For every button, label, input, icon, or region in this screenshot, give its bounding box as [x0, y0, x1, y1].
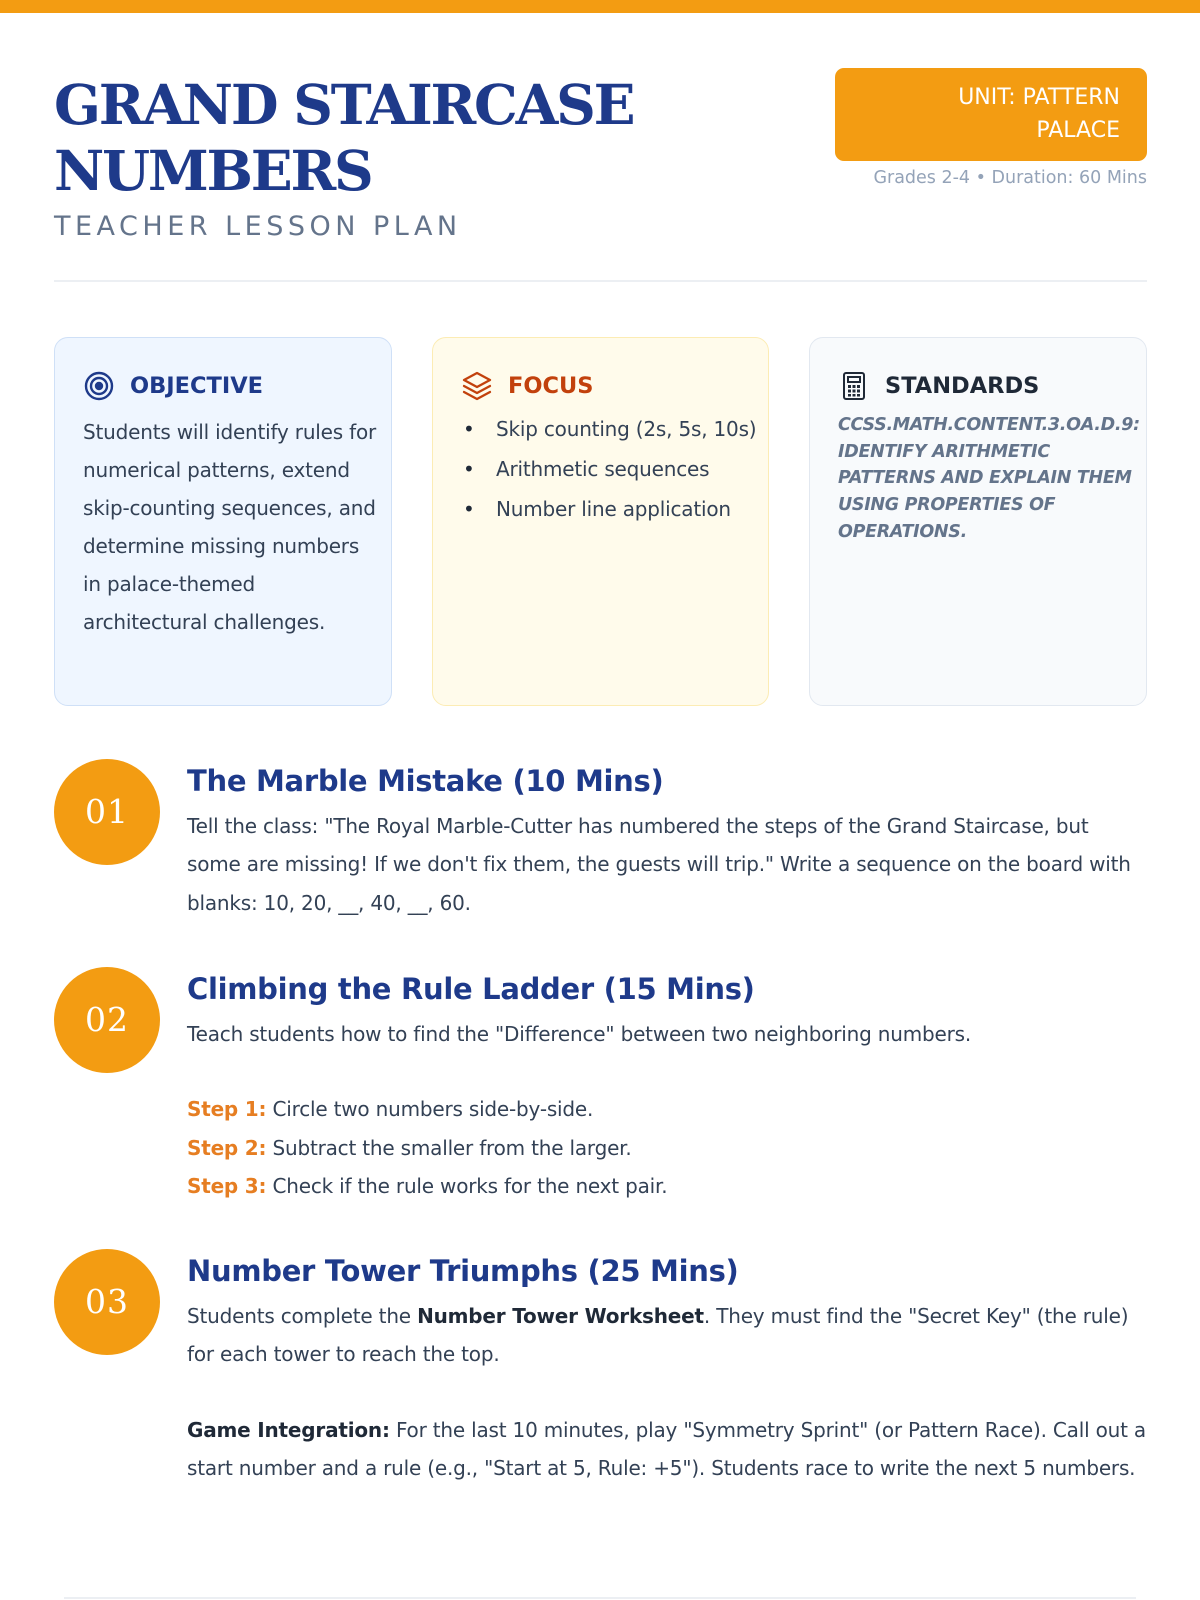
step-description: Teach students how to find the "Difference" between two neighboring numbers.	[187, 1022, 971, 1046]
layers-icon	[461, 370, 493, 402]
objective-card	[54, 337, 392, 706]
page-title: GRAND STAIRCASE NUMBERS	[54, 72, 634, 203]
step-number-badge: 03	[54, 1249, 160, 1355]
step-description: Tell the class: "The Royal Marble-Cutter has numbered the steps of the Grand Staircase, but some are missing! If we don't fix them, the guests will trip." Write a sequence on the board with blanks: 10, 20, __, 40, __, 60.	[187, 814, 1131, 915]
worksheet-name: Number Tower Worksheet	[417, 1304, 704, 1328]
game-integration-text: For the last 10 minutes, play "Symmetry Sprint" (or Pattern Race). Call out a start number and a rule (e.g., "Start at 5, Rule: +5"). Students race to write the next 5 numbers.	[187, 1417, 1146, 1480]
substep-text: Check if the rule works for the next pair.	[272, 1173, 668, 1198]
target-icon	[83, 370, 115, 402]
standards-text: CCSS.MATH.CONTENT.3.OA.D.9: IDENTIFY ARITHMETIC PATTERNS AND EXPLAIN THEM USING PROPERTIES OF OPERATIONS.	[838, 415, 1140, 542]
page-subtitle: TEACHER LESSON PLAN	[54, 211, 462, 242]
focus-list	[461, 413, 761, 533]
focus-item: • Skip counting (2s, 5s, 10s)	[461, 413, 761, 446]
step-title: Number Tower Triumphs (25 Mins)	[187, 1254, 739, 1288]
substep-label: Step 3:	[187, 1173, 267, 1198]
focus-item: • Number line application	[461, 493, 761, 526]
top-accent-bar	[0, 0, 1200, 13]
game-integration-note	[187, 1411, 1147, 1488]
page-header	[54, 60, 1147, 282]
game-integration-label: Game Integration:	[187, 1417, 390, 1442]
focus-card-header	[461, 366, 594, 406]
focus-item: • Arithmetic sequences	[461, 453, 761, 486]
text-span: Students complete the	[187, 1304, 418, 1328]
substep-line	[187, 1167, 1147, 1205]
step-number-badge: 02	[54, 967, 160, 1073]
objective-card-header	[83, 366, 263, 406]
focus-title: FOCUS	[508, 373, 594, 399]
unit-badge: UNIT: PATTERN PALACE	[835, 68, 1147, 161]
substep-label: Step 2:	[187, 1135, 267, 1160]
step-number-badge: 01	[54, 759, 160, 865]
calculator-icon	[838, 370, 870, 402]
standards-card	[809, 337, 1147, 706]
standards-title: STANDARDS	[885, 373, 1040, 399]
focus-card	[432, 337, 769, 706]
substep-label: Step 1:	[187, 1097, 267, 1122]
objective-title: OBJECTIVE	[130, 373, 264, 399]
step-title: The Marble Mistake (10 Mins)	[187, 764, 664, 798]
step-description-block	[187, 1297, 1147, 1487]
step-description	[187, 1297, 1147, 1374]
text-span: . They must find the "Secret Key" (the rule) for each tower to reach the top.	[187, 1304, 1129, 1367]
substep-text: Circle two numbers side-by-side.	[272, 1097, 594, 1122]
substep-text: Subtract the smaller from the larger.	[272, 1135, 632, 1160]
grade-duration-meta: Grades 2-4 • Duration: 60 Mins	[873, 168, 1147, 188]
substep-line	[187, 1090, 1147, 1128]
standards-card-header	[838, 366, 1039, 406]
objective-text: Students will identify rules for numerical patterns, extend skip-counting sequences, and determine missing numbers in palace-themed architectural challenges.	[83, 420, 377, 634]
step-title: Climbing the Rule Ladder (15 Mins)	[187, 972, 755, 1006]
substep-line	[187, 1129, 1147, 1167]
step-description-block	[187, 1015, 1147, 1205]
